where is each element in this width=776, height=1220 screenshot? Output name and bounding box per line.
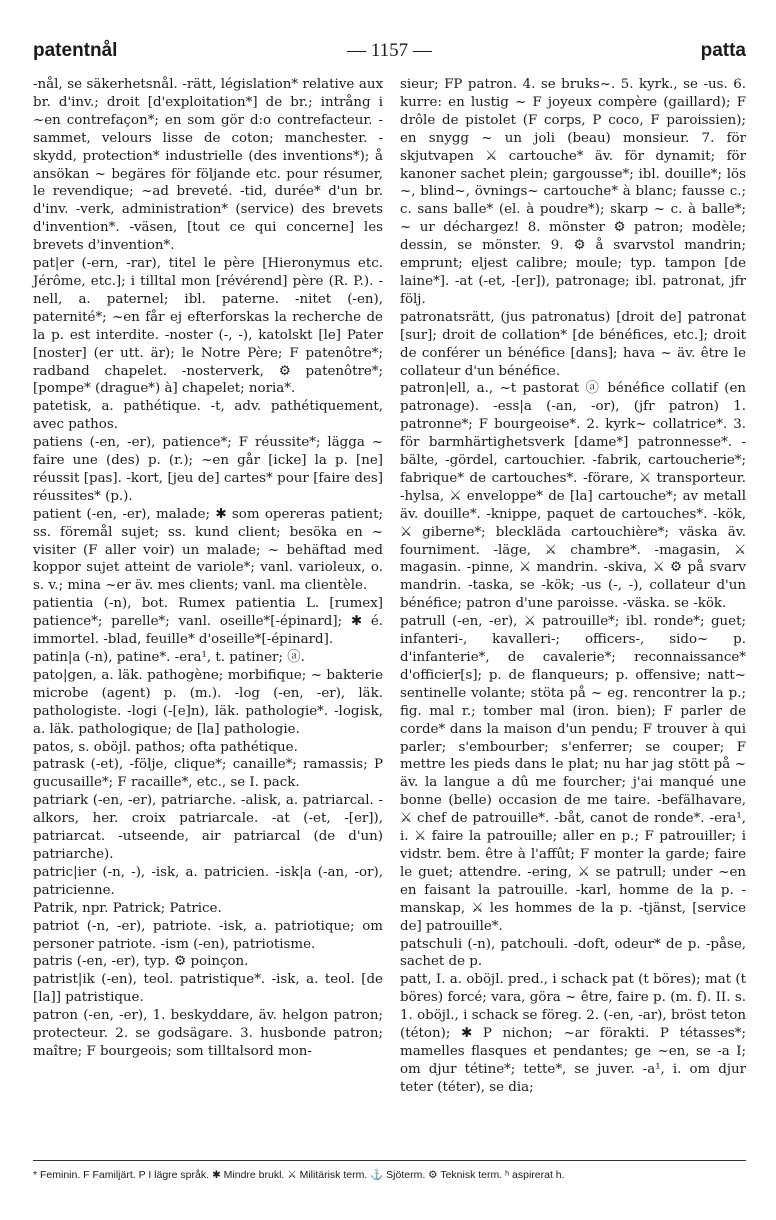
footer-rule bbox=[33, 1160, 746, 1161]
right-running-headword: patta bbox=[700, 40, 746, 61]
dictionary-entry: patron (-en, -er), 1. beskyddare, äv. helgon patron; protecteur. 2. se godsägare. 3. husbonde patron; maître; F bourgeois; som tilltalsord mon- bbox=[33, 1008, 383, 1059]
dictionary-entry: patrask (-et), -följe, clique*; canaille*; ramassis; P gucusaille*; F racaille*, etc., se I. pack. bbox=[33, 757, 383, 791]
dictionary-entry: pato|gen, a. läk. pathogène; morbifique; ~ bakterie microbe (agent) p. (m.). -log (-en, -er), läk. pathologiste. -logi (-[e]n), läk. pathologie*. -logisk, a. läk. pathologique; de [la] pathologie. bbox=[33, 667, 383, 737]
dictionary-entry: patientia (-n), bot. Rumex patientia L. [rumex] patience*; parelle*; vanl. oseille*[-épinard]; ✱ é. immortel. -blad, feuille* d'oseille*[-épinard]. bbox=[33, 596, 383, 648]
dictionary-entry: pat|er (-ern, -rar), titel le père [Hieronymus etc. Jérôme, etc.]; i tilltal mon [révérend] père (R. P.). -nell, a. paternel; ibl. paterne. -nitet (-en), paternité*; ~en får ej efterforskas la recherche de la p. est interdite. -noster (-, -), katolskt [le] Pater [noster] (er utt. är); le Notre Père; F patenôtre*; radband chapelet. -nosterverk, ⚙ patenôtre*; [pompe* (drague*) à] chapelet; noria*. bbox=[33, 256, 383, 397]
dictionary-entry: sieur; FP patron. 4. se bruks~. 5. kyrk., se -us. 6. kurre: en lustig ~ F joyeux compère (gaillard); F drôle de pistolet (F corps, P coco, F paroissien); en snygg ~ un joli (beau) monsieur. 7. för skjutvapen ⚔ cartouche* äv. för dynamit; för kanoner sachet plein; gargousse*; ibl. douille*; lös ~, blind~, övnings~ cartouche* à blanc; fausse c.; c. sans balle* (el. à poudre*); skarp ~ c. à balle*; ~ ur déchargez! 8. mönster ⚙ patron; modèle; dessin, se mönster. 9. ⚙ å svarvstol mandrin; emprunt; eljest calibre; moule; typ. tampon [de laine*]. -at (-et, -[er]), patronage; ibl. patronat, jfr följ. bbox=[400, 77, 746, 307]
left-column bbox=[33, 76, 383, 1061]
dictionary-entry: patrist|ik (-en), teol. patristique*. -isk, a. teol. [de [la]] patristique. bbox=[33, 972, 383, 1006]
dictionary-entry: patronatsrätt, (jus patronatus) [droit de] patronat [sur]; droit de collation* [de bénéfices, etc.]; droit de conférer un bénéfice [dans]; hava ~ äv. être le collateur d'un bénéfice. bbox=[400, 309, 746, 379]
dictionary-entry: patschuli (-n), patchouli. -doft, odeur* de p. -påse, sachet de p. bbox=[400, 936, 746, 970]
dictionary-entry: patriot (-n, -er), patriote. -isk, a. patriotique; om personer patriote. -ism (-en), patriotisme. bbox=[33, 918, 383, 952]
dictionary-entry: patin|a (-n), patine*. -era¹, t. patiner; ⓐ. bbox=[33, 650, 305, 665]
dictionary-entry: patris (-en, -er), typ. ⚙ poinçon. bbox=[33, 954, 249, 970]
dictionary-entry: patric|ier (-n, -), -isk, a. patricien. -isk|a (-an, -or), patricienne. bbox=[33, 864, 383, 898]
dictionary-entry: patron|ell, a., ~t pastorat ⓐ bénéfice collatif (en patronage). -ess|a (-an, -or), (jfr patron) 1. patronne*; F bourgeoise*. 2. kyrk~ collatrice*. 3. för barmhärtighetsverk [dame*] patronnesse*. -bälte, -gördel, cartouchier. -fabrik, cartoucherie*; fabrique* de cartouches*. -förare, ⚔ transporteur. -hylsa, ⚔ enveloppe* de [la] cartouche*; av metall äv. douille*. -knippe, paquet de cartouches*. -kök, ⚔ giberne*; bleckläda cartouchière*; väska äv. fourniment. -läge, ⚔ chambre*. -magasin, ⚔ magasin. -pinne, ⚔ mandrin. -skiva, ⚔ ⚙ på svarv mandrin. -taska, se -kök; -us (-, -), collateur d'un bénéfice; patron d'une paroisse. -väska. se -kök. bbox=[400, 381, 746, 612]
dictionary-entry: patriark (-en, -er), patriarche. -alisk, a. patriarcal. -alkors, her. croix patriarcale. -at (-et, -[er]), patriarcat. -utseende, air patriarcal (de d'un) patriarche). bbox=[33, 793, 383, 862]
dictionary-entry: patetisk, a. pathétique. -t, adv. pathétiquement, avec pathos. bbox=[33, 399, 383, 433]
dictionary-entry: Patrik, npr. Patrick; Patrice. bbox=[33, 900, 222, 916]
left-running-headword: patentnål bbox=[33, 40, 118, 61]
dictionary-entry: patient (-en, -er), malade; ✱ som opereras patient; ss. föremål sujet; ss. kund client; besöka en ~ visiter (F aller voir) un malade; ~ behäftad med koppor sujet atteint de variole*; vanl. varioleux, o. s. v.; mina ~er äv. mes clients; vanl. ma clientèle. bbox=[33, 506, 383, 594]
page-number: — 1157 — bbox=[347, 40, 432, 61]
dictionary-entry: patos, s. oböjl. pathos; ofta pathétique. bbox=[33, 739, 298, 755]
abbreviation-legend: * Feminin. F Familjärt. P I lägre språk. ✱ Mindre brukl. ⚔ Militärisk term. ⚓ Sjöterm. ⚙ Teknisk term. ʰ aspirerat h. bbox=[33, 1169, 565, 1181]
right-column bbox=[400, 76, 746, 1097]
dictionary-entry: patiens (-en, -er), patience*; F réussite*; lägga ~ faire une (des) p. (r.); ~en går [icke] la p. [ne] réussit [pas]. -kort, [jeu de] cartes* pour [faire des] réussites* (p.). bbox=[33, 435, 383, 504]
dictionary-entry: -nål, se säkerhetsnål. -rätt, législation* relative aux br. d'inv.; droit [d'exploitation*] de br.; intrång i ~en contrefaçon*; en som gör d:o contrefacteur. -sammet, velours lisse de coton; manchester. -skydd, protection* industrielle (des inventions*); å ansökan ~ begäres för följande etc. pour résumer, le revendique; ~ad breveté. -tid, durée* d'un br. d'inv. -verk, administration* (service) des brevets d'invention*. -väsen, [tout ce qui concerne] les brevets d'invention*. bbox=[33, 77, 383, 254]
dictionary-entry: patt, I. a. oböjl. pred., i schack pat (t böres); mat (t böres) forcé; vara, göra ~ être, faire p. (m. f). II. s. 1. oböjl., i schack se föreg. 2. (-en, -ar), bröst teton (téton); ✱ P nichon; ~ar förakti. P tétasses*; mamelles flasques et pendantes; ge ~en, se -a I; om djur tétine*; tette*, se juver. -a¹, i. om djur teter (téter), se dia; bbox=[400, 972, 746, 1095]
dictionary-entry: patrull (-en, -er), ⚔ patrouille*; ibl. ronde*; guet; infanteri-, kavalleri-; officers-, sido~ p. d'infanterie*, de cavalerie*; reconnaissance* d'officier[s]; p. de flanqueurs; p. offensive; natt~ sentinelle volante; stöta på ~ eg. rencontrer la p.; fig. mal r.; tomber mal (iron. bien); F parler de corde* dans la maison d'un pendu; F trouver à qui parler; s'embourber; s'enferrer; se couper; F mettre les pieds dans le plat; nu har jag stött på ~ äv. la langue a dû me fourcher; j'ai manqué une bonne (belle) occasion de me taire. -befälhavare, ⚔ chef de patrouille*. -båt, canot de ronde*. -era¹, i. ⚔ faire la patrouille; aller en p.; F patrouiller; i vidstr. bem. être à l'affût; F monter la garde; faire le guet; attendre. -ering, ⚔ se patrull; under ~en en faisant la patrouille. -karl, homme de la p. -manskap, ⚔ les hommes de la p. -tjänst, [service de] patrouille*. bbox=[400, 614, 746, 934]
page-header bbox=[33, 40, 746, 68]
